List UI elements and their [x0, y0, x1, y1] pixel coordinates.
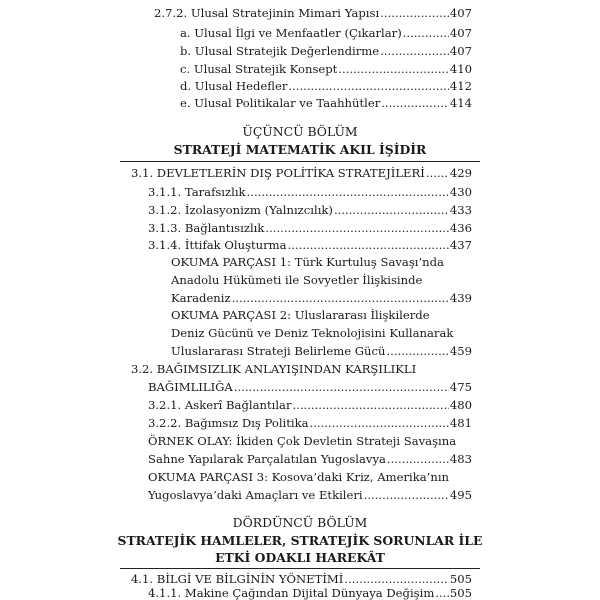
toc-page-number: 412	[449, 79, 472, 93]
dot-leader	[247, 185, 449, 199]
toc-entry	[148, 488, 472, 502]
dot-leader	[380, 44, 449, 58]
toc-entry-text: 4.1. BİLGİ VE BİLGİNİN YÖNETİMİ	[131, 572, 344, 586]
toc-entry-text: Yugoslavya’daki Amaçları ve Etkileri	[148, 488, 363, 502]
dot-leader	[386, 344, 448, 358]
toc-entry	[131, 166, 472, 180]
toc-page-number: 459	[449, 344, 472, 358]
toc-page-number: 410	[449, 62, 472, 76]
toc-entry	[180, 62, 472, 76]
toc-page-number: 480	[449, 398, 472, 412]
toc-entry-text: b. Ulusal Stratejik Değerlendirme	[180, 44, 380, 58]
toc-page-number: 437	[449, 238, 472, 252]
toc-entry-line: OKUMA PARÇASI 3: Kosova’daki Kriz, Amerika’nın	[148, 470, 450, 484]
dot-leader	[288, 79, 448, 93]
toc-page-number: 430	[449, 185, 472, 199]
toc-entry	[154, 6, 472, 20]
toc-entry-line: OKUMA PARÇASI 2: Uluslararası İlişkilerde	[171, 308, 430, 322]
toc-entry-text: d. Ulusal Hedefler	[180, 79, 288, 93]
toc-entry-line: OKUMA PARÇASI 1: Türk Kurtuluş Savaşı’nda	[171, 255, 444, 269]
toc-entry-line: ÖRNEK OLAY: İkiden Çok Devletin Strateji Savaşına	[148, 434, 457, 448]
toc-page-number: 414	[449, 96, 472, 110]
toc-page-number: 439	[449, 291, 472, 305]
toc-page-number: 407	[449, 6, 472, 20]
section-title: STRATEJİ MATEMATİK AKIL İŞİDİR	[173, 142, 427, 157]
toc-entry	[148, 238, 472, 252]
toc-entry	[131, 572, 472, 586]
dot-leader	[344, 572, 448, 586]
dot-leader	[387, 452, 449, 466]
toc-entry-text: Sahne Yapılarak Parçalatılan Yugoslavya	[148, 452, 386, 466]
toc-entry-text: 3.1.3. Bağlantısızlık	[148, 221, 265, 235]
toc-page-number: 407	[449, 26, 472, 40]
toc-entry-text: Karadeniz	[171, 291, 231, 305]
dot-leader	[292, 398, 448, 412]
toc-entry	[148, 416, 472, 430]
toc-entry-line: 3.2. BAĞIMSIZLIK ANLAYIŞINDAN KARŞILIKLI	[131, 362, 417, 376]
toc-entry	[148, 380, 472, 394]
toc-entry	[148, 586, 472, 600]
toc-page-number: 475	[449, 380, 472, 394]
toc-entry-text: 3.2.2. Bağımsız Dış Politika	[148, 416, 309, 430]
dot-leader	[310, 416, 449, 430]
toc-entry-text: c. Ulusal Stratejik Konsept	[180, 62, 338, 76]
dot-leader	[380, 6, 449, 20]
toc-entry	[180, 26, 472, 40]
toc-entry-text: 3.1.2. İzolasyonizm (Yalnızcılık)	[148, 203, 333, 217]
toc-entry	[171, 291, 472, 305]
toc-entry-text: e. Ulusal Politikalar ve Taahhütler	[180, 96, 381, 110]
toc-entry	[148, 185, 472, 199]
toc-entry-text: a. Ulusal İlgi ve Menfaatler (Çıkarlar)	[180, 26, 402, 40]
toc-entry-text: 3.2.1. Askerî Bağlantılar	[148, 398, 292, 412]
toc-entry-text: 3.1.1. Tarafsızlık	[148, 185, 246, 199]
toc-page-number: 433	[449, 203, 472, 217]
section-heading: ÜÇÜNCÜ BÖLÜM	[242, 124, 358, 139]
divider	[120, 161, 480, 162]
toc-page-number: 505	[449, 586, 472, 600]
section-title: STRATEJİK HAMLELER, STRATEJİK SORUNLAR İLE	[117, 533, 483, 548]
toc-entry-text: 3.1. DEVLETLERİN DIŞ POLİTİKA STRATEJİLERİ	[131, 166, 425, 180]
toc-entry	[148, 452, 472, 466]
toc-entry	[180, 96, 472, 110]
toc-entry-text: Uluslararası Strateji Belirleme Gücü	[171, 344, 386, 358]
toc-entry	[148, 398, 472, 412]
dot-leader	[288, 238, 449, 252]
dot-leader	[364, 488, 449, 502]
dot-leader	[435, 586, 449, 600]
dot-leader	[265, 221, 448, 235]
toc-entry-line: Anadolu Hükümeti ile Sovyetler İlişkisinde	[171, 273, 423, 287]
toc-entry	[148, 221, 472, 235]
toc-entry-text: 4.1.1. Makine Çağından Dijital Dünyaya Değişim	[148, 586, 435, 600]
toc-page-number: 407	[449, 44, 472, 58]
divider	[120, 568, 480, 569]
toc-page-number: 429	[449, 166, 472, 180]
dot-leader	[232, 291, 449, 305]
dot-leader	[403, 26, 449, 40]
dot-leader	[426, 166, 449, 180]
toc-entry-text: 3.1.4. İttifak Oluşturma	[148, 238, 287, 252]
dot-leader	[234, 380, 449, 394]
dot-leader	[338, 62, 449, 76]
toc-entry	[148, 203, 472, 217]
toc-page-number: 481	[449, 416, 472, 430]
toc-page-number: 505	[449, 572, 472, 586]
section-title: ETKİ ODAKLI HAREKÂT	[215, 550, 385, 565]
toc-entry	[180, 79, 472, 93]
toc-entry-line: Deniz Gücünü ve Deniz Teknolojisini Kullanarak	[171, 326, 454, 340]
toc-entry	[171, 344, 472, 358]
toc-page-number: 495	[449, 488, 472, 502]
section-heading: DÖRDÜNCÜ BÖLÜM	[232, 515, 368, 530]
toc-entry-text: 2.7.2. Ulusal Stratejinin Mimari Yapısı	[154, 6, 380, 20]
toc-page-number: 436	[449, 221, 472, 235]
toc-entry	[180, 44, 472, 58]
dot-leader	[334, 203, 449, 217]
toc-entry-text: BAĞIMLILIĞA	[148, 380, 233, 394]
dot-leader	[381, 96, 449, 110]
toc-page-number: 483	[449, 452, 472, 466]
